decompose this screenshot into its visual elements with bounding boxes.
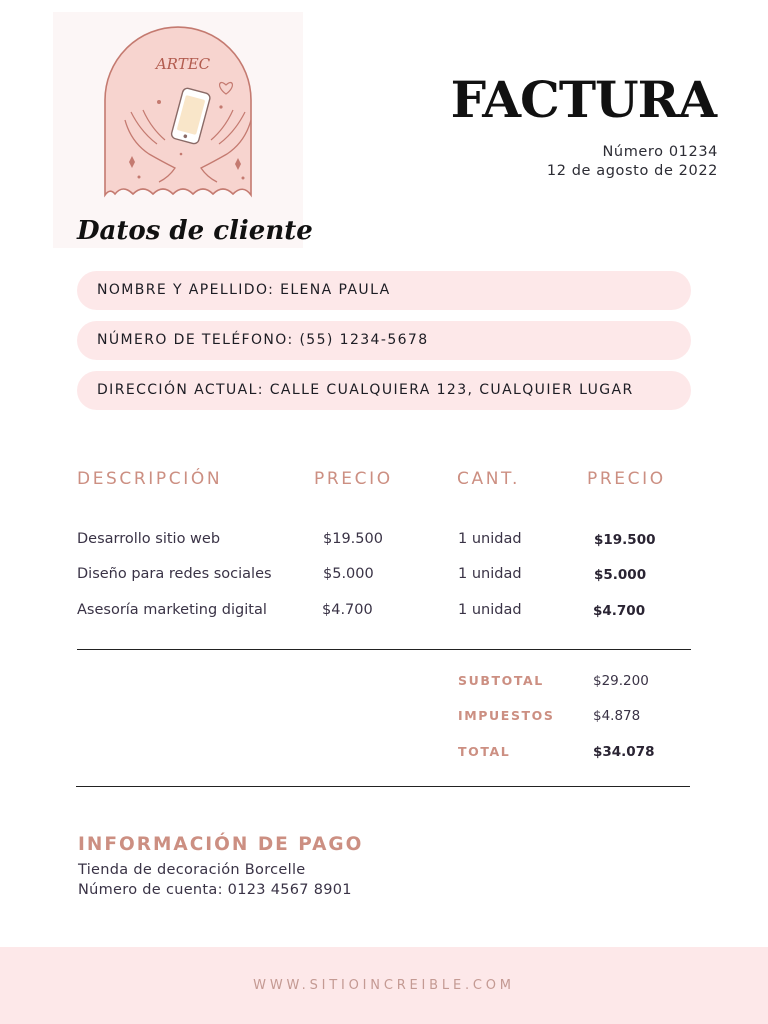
row-price: $4.700 (322, 602, 373, 618)
row-quantity: 1 unidad (458, 602, 522, 618)
row-total: $19.500 (594, 532, 656, 548)
payment-store: Tienda de decoración Borcelle (78, 862, 306, 878)
invoice-title: FACTURA (450, 70, 716, 129)
row-quantity: 1 unidad (458, 531, 522, 547)
payment-account: Número de cuenta: 0123 4567 8901 (78, 882, 352, 898)
column-header-price: PRECIO (314, 469, 393, 489)
row-total: $5.000 (594, 567, 647, 583)
divider (77, 649, 691, 650)
client-heading: Datos de cliente (77, 216, 313, 246)
column-header-description: DESCRIPCIÓN (77, 469, 223, 489)
phone-in-hands-logo-icon (53, 12, 303, 248)
row-price: $5.000 (323, 566, 374, 582)
row-total: $4.700 (593, 603, 646, 619)
row-description: Asesoría marketing digital (77, 602, 267, 618)
client-phone-field: NÚMERO DE TELÉFONO: (55) 1234-5678 (77, 321, 691, 360)
divider (76, 786, 690, 787)
row-price: $19.500 (323, 531, 383, 547)
footer (0, 947, 768, 1024)
payment-heading: INFORMACIÓN DE PAGO (78, 834, 364, 855)
invoice-number: Número 01234 (602, 144, 718, 160)
footer-website-link[interactable]: WWW.SITIOINCREIBLE.COM (253, 978, 515, 993)
row-quantity: 1 unidad (458, 566, 522, 582)
column-header-quantity: CANT. (457, 469, 520, 489)
logo (53, 12, 303, 248)
subtotal-value: $29.200 (593, 673, 649, 689)
invoice-date: 12 de agosto de 2022 (546, 163, 718, 179)
tax-value: $4.878 (593, 708, 641, 724)
total-value: $34.078 (593, 744, 655, 760)
subtotal-label: SUBTOTAL (458, 673, 544, 688)
tax-label: IMPUESTOS (458, 708, 555, 723)
invoice-meta (547, 143, 718, 181)
client-address-field: DIRECCIÓN ACTUAL: CALLE CUALQUIERA 123, CUALQUIER LUGAR (77, 371, 691, 410)
row-description: Desarrollo sitio web (77, 531, 221, 547)
total-label: TOTAL (458, 744, 511, 759)
row-description: Diseño para redes sociales (77, 566, 272, 582)
column-header-total: PRECIO (587, 469, 666, 489)
client-name-field: NOMBRE Y APELLIDO: ELENA PAULA (77, 271, 691, 310)
logo-brand: ARTEC (155, 55, 211, 73)
